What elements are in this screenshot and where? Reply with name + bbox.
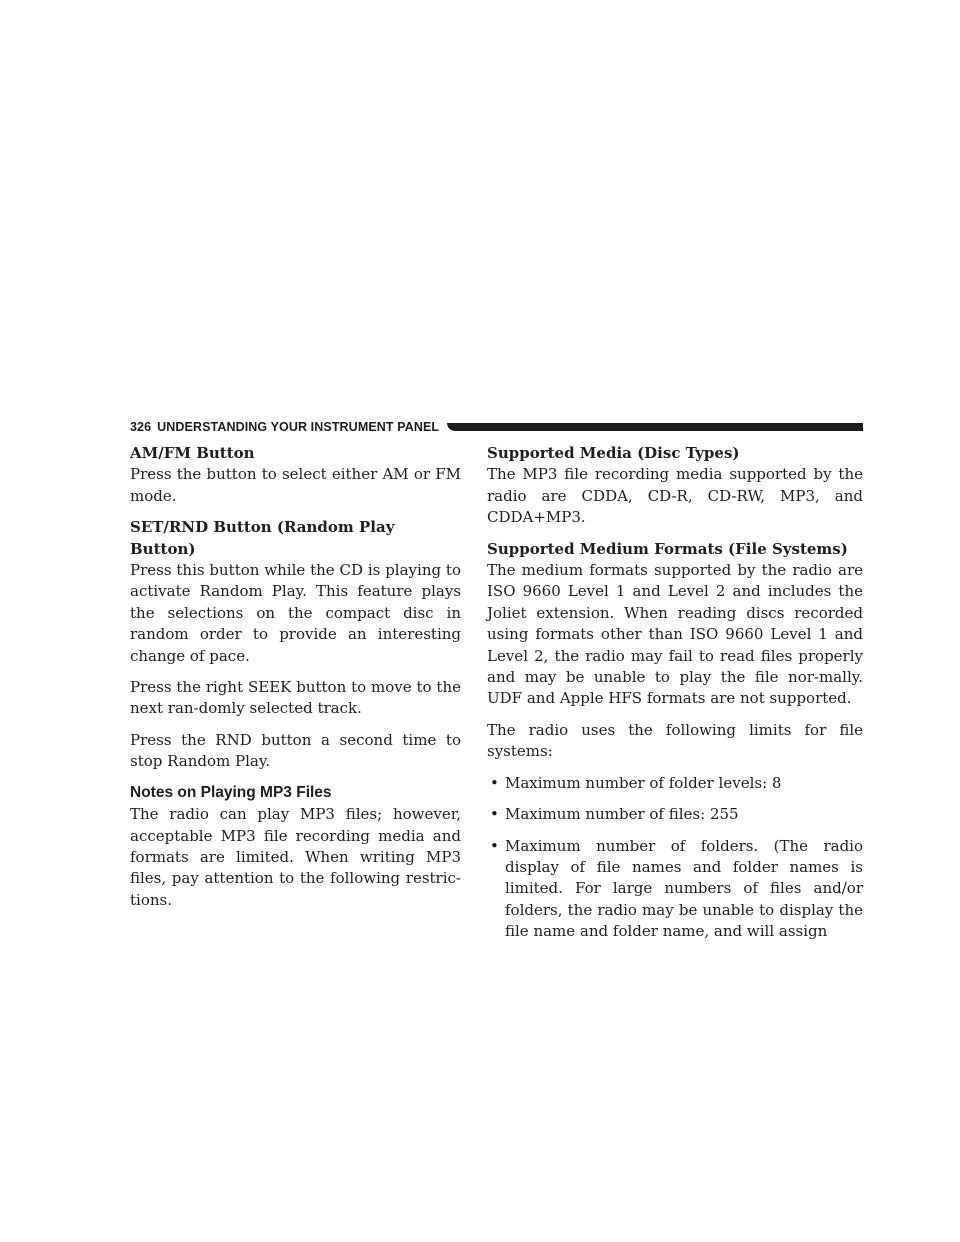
header-rule	[447, 423, 863, 431]
amfm-text: Press the button to select either AM or FM mode.	[130, 465, 461, 505]
list-item-text: Maximum number of folder levels: 8	[505, 773, 782, 792]
setrnd-paragraph-1: Press this button while the CD is playing to activate Random Play. This feature plays the selections on the compact disc in random order to provide an interesting change of pace.	[130, 561, 461, 665]
notes-text: The radio can play MP3 files; however, acceptable MP3 file recording media and formats are limited. When writing MP3 files, pay attention to the following restric-tions.	[130, 805, 461, 909]
list-item-text: Maximum number of files: 255	[505, 805, 739, 824]
limits-intro: The radio uses the following limits for file systems:	[487, 720, 863, 761]
setrnd-paragraph-2: Press the right SEEK button to move to the next ran-domly selected track.	[130, 678, 461, 718]
list-item	[487, 804, 863, 825]
left-column	[130, 443, 461, 921]
list-item	[487, 836, 863, 943]
notes-heading: Notes on Playing MP3 Files	[130, 783, 332, 801]
limits-list	[487, 773, 863, 943]
formats-heading: Supported Medium Formats (File Systems)	[487, 539, 848, 558]
right-column	[487, 443, 863, 953]
media-heading: Supported Media (Disc Types)	[487, 444, 740, 462]
page-header	[130, 419, 863, 435]
list-item-text: Maximum number of folders. (The radio display of file names and folder names is limited. For large numbers of files and/or folders, the radio may be unable to display the file name and folder name, and will assign	[505, 836, 863, 941]
bullet-icon: •	[490, 773, 499, 792]
formats-text: The medium formats supported by the radio are ISO 9660 Level 1 and Level 2 and includes the Joliet extension. When reading discs recorded using formats other than ISO 9660 Level 1 and Level 2, the radio may fail to read files properly and may be unable to play the file nor-mally. UDF and Apple HFS formats are not supported.	[487, 561, 863, 708]
media-text: The MP3 file recording media supported by the radio are CDDA, CD-R, CD-RW, MP3, and CDDA+MP3.	[487, 465, 863, 527]
list-item	[487, 773, 863, 794]
chapter-title: UNDERSTANDING YOUR INSTRUMENT PANEL	[157, 420, 440, 434]
page-number: 326	[130, 420, 152, 434]
bullet-icon: •	[490, 836, 499, 855]
amfm-heading: AM/FM Button	[130, 444, 255, 462]
setrnd-heading: SET/RND Button (Random Play Button)	[130, 518, 395, 558]
bullet-icon: •	[490, 805, 499, 824]
setrnd-paragraph-3: Press the RND button a second time to stop Random Play.	[130, 730, 461, 771]
header-text	[130, 420, 439, 434]
